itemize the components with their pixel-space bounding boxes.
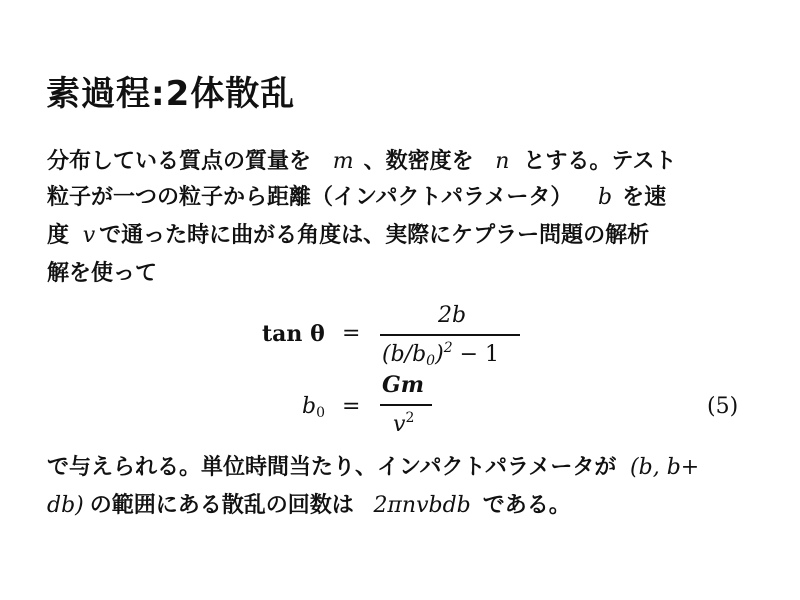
den-superscript: 2 bbox=[443, 340, 453, 356]
intro-line-4: 解を使って bbox=[47, 261, 158, 286]
equation-2-lhs bbox=[302, 394, 325, 421]
outro-text: である。 bbox=[482, 493, 571, 518]
equation-1-lhs bbox=[262, 321, 325, 347]
equation-1-equals: = bbox=[342, 321, 361, 346]
den-part: − 1 bbox=[452, 342, 500, 367]
symbol-v: v bbox=[82, 223, 96, 248]
equation-1-denominator bbox=[382, 340, 499, 369]
outro-line-1 bbox=[47, 450, 747, 481]
v-superscript: 2 bbox=[405, 410, 415, 426]
equation-2-fraction-bar bbox=[380, 404, 432, 406]
tan-theta: tan θ bbox=[262, 321, 325, 347]
outro-line-2 bbox=[47, 488, 747, 519]
slide-title: 素過程:2体散乱 bbox=[46, 74, 296, 114]
intro-text: を速 bbox=[622, 185, 667, 210]
b0-subscript: 0 bbox=[316, 405, 326, 421]
equation-2-equals: = bbox=[342, 394, 361, 419]
den-part: (b/b bbox=[382, 342, 427, 367]
outro-math: (b, b+ bbox=[630, 455, 700, 480]
den-part: ) bbox=[435, 342, 444, 367]
intro-text: 、数密度を bbox=[363, 149, 474, 174]
b0-symbol: b bbox=[302, 394, 317, 419]
intro-text: とする。テスト bbox=[523, 149, 677, 174]
intro-text: 度 bbox=[47, 223, 70, 248]
symbol-b: b bbox=[598, 185, 613, 210]
symbol-m: m bbox=[332, 149, 354, 174]
intro-text: 粒子が一つの粒子から距離（インパクトパラメータ） bbox=[47, 185, 573, 210]
equation-2-denominator bbox=[393, 410, 414, 437]
outro-math: 2πnvbdb bbox=[373, 493, 471, 518]
outro-text: の範囲にある散乱の回数は bbox=[89, 493, 354, 518]
intro-line-2 bbox=[47, 180, 747, 211]
intro-text: 分布している質点の質量を bbox=[47, 149, 312, 174]
equation-number: (5) bbox=[707, 394, 739, 419]
den-subscript: 0 bbox=[426, 353, 436, 369]
outro-math: db) bbox=[47, 493, 84, 518]
intro-line-3 bbox=[47, 218, 747, 249]
equation-2-numerator: Gm bbox=[382, 372, 425, 398]
equation-1-fraction-bar bbox=[380, 334, 520, 336]
equation-1-numerator: 2b bbox=[438, 303, 467, 328]
outro-text: で与えられる。単位時間当たり、インパクトパラメータが bbox=[47, 455, 617, 480]
intro-text: で通った時に曲がる角度は、実際にケプラー問題の解析 bbox=[99, 223, 650, 248]
v-symbol: v bbox=[393, 412, 406, 437]
intro-line-1 bbox=[47, 144, 747, 175]
symbol-n: n bbox=[495, 149, 510, 174]
